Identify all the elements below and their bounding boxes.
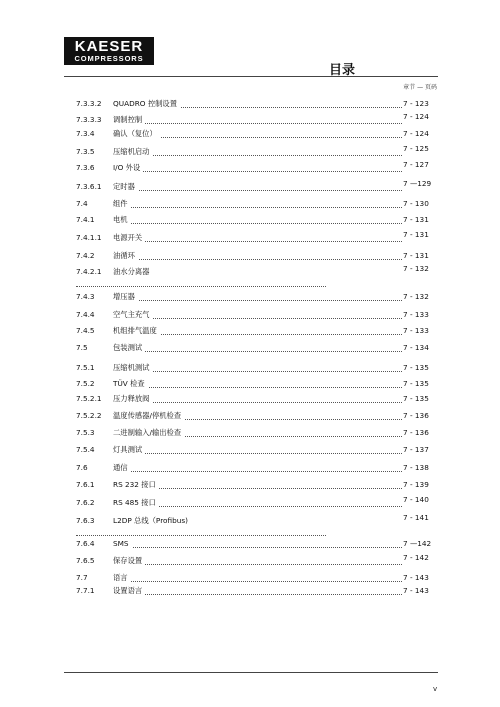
toc-entry-label: RS 485 接口 bbox=[113, 498, 159, 507]
toc-entry-label: 机组排气温度 bbox=[113, 326, 160, 335]
toc-entry-label: SMS bbox=[113, 539, 132, 548]
toc-row[interactable] bbox=[0, 214, 500, 226]
toc-entry bbox=[113, 250, 402, 262]
toc-entry bbox=[113, 146, 402, 158]
toc-entry bbox=[113, 128, 402, 140]
toc-row[interactable] bbox=[0, 393, 500, 405]
toc-section-number: 7.7 bbox=[76, 573, 88, 582]
toc-page-number: 7 - 135 bbox=[403, 394, 429, 403]
dot-leader bbox=[113, 300, 402, 301]
toc-row[interactable] bbox=[0, 362, 500, 374]
toc-page-number: 7 - 131 bbox=[403, 215, 429, 224]
toc-section-number: 7.4 bbox=[76, 199, 88, 208]
toc-section-number: 7.5.3 bbox=[76, 428, 95, 437]
toc-page-number: 7 - 135 bbox=[403, 379, 429, 388]
dot-leader bbox=[113, 171, 402, 172]
toc-entry-label: 增压器 bbox=[113, 292, 138, 301]
logo-wordmark: KAESER bbox=[74, 38, 144, 55]
toc-entry bbox=[113, 462, 402, 474]
toc-entry bbox=[113, 325, 402, 337]
toc-page-number: 7 - 125 bbox=[403, 144, 429, 153]
toc-section-number: 7.3.6 bbox=[76, 163, 95, 172]
toc-entry-label: 二进制输入/输出检查 bbox=[113, 428, 184, 437]
toc-entry-label: RS 232 接口 bbox=[113, 480, 159, 489]
toc-entry-label: 压力释放阀 bbox=[113, 394, 152, 403]
toc-entry-label: 定时器 bbox=[113, 182, 138, 191]
toc-entry-label: 组件 bbox=[113, 199, 131, 208]
toc-row[interactable] bbox=[0, 479, 500, 491]
toc-row[interactable] bbox=[0, 410, 500, 422]
toc-section-number: 7.6.5 bbox=[76, 556, 95, 565]
toc-row[interactable] bbox=[0, 181, 500, 193]
toc-entry-label: 电源开关 bbox=[113, 233, 145, 242]
toc-row[interactable] bbox=[0, 250, 500, 262]
toc-entry bbox=[113, 479, 402, 491]
toc-row[interactable] bbox=[0, 146, 500, 158]
footer-rule bbox=[64, 672, 438, 673]
toc-row[interactable] bbox=[0, 585, 500, 597]
toc-section-number: 7.4.1.1 bbox=[76, 233, 102, 242]
toc-page-number: 7 - 142 bbox=[403, 553, 429, 562]
toc-page-number: 7 - 133 bbox=[403, 326, 429, 335]
toc-section-number: 7.4.5 bbox=[76, 326, 95, 335]
toc-row[interactable] bbox=[0, 309, 500, 321]
toc-page-number: 7 - 124 bbox=[403, 112, 429, 121]
toc-row[interactable] bbox=[0, 538, 500, 550]
toc-page-number: 7 —129 bbox=[403, 179, 432, 188]
toc-entry bbox=[113, 198, 402, 210]
toc-row[interactable] bbox=[0, 291, 500, 303]
dot-leader bbox=[113, 259, 402, 260]
dot-leader bbox=[113, 402, 402, 403]
toc-page-number: 7 - 138 bbox=[403, 463, 429, 472]
toc-section-number: 7.5.1 bbox=[76, 363, 95, 372]
toc-page-number: 7 - 143 bbox=[403, 573, 429, 582]
toc-entry-label: 包装测试 bbox=[113, 343, 145, 352]
toc-page-number: 7 - 140 bbox=[403, 495, 429, 504]
toc-section-number: 7.6.3 bbox=[76, 516, 95, 525]
toc-page-number: 7 - 143 bbox=[403, 586, 429, 595]
toc-row[interactable] bbox=[0, 342, 500, 354]
toc-page-number: 7 - 132 bbox=[403, 292, 429, 301]
toc-section-number: 7.6 bbox=[76, 463, 88, 472]
toc-entry bbox=[113, 393, 402, 405]
toc-entry-label: 灯具测试 bbox=[113, 445, 145, 454]
toc-section-number: 7.3.6.1 bbox=[76, 182, 102, 191]
toc-entry-label: 设置语言 bbox=[113, 586, 145, 595]
toc-entry-label: 压缩机启动 bbox=[113, 147, 152, 156]
toc-entry-label: 保存设置 bbox=[113, 556, 145, 565]
toc-entry-label: 语言 bbox=[113, 573, 131, 582]
column-label: 章节 — 页码 bbox=[403, 84, 437, 91]
toc-entry-label: 确认（复位） bbox=[113, 129, 160, 138]
toc-entry-label: 空气主充气 bbox=[113, 310, 152, 319]
toc-page-number: 7 - 123 bbox=[403, 99, 429, 108]
toc-page-number: 7 - 136 bbox=[403, 411, 429, 420]
dot-leader bbox=[113, 371, 402, 372]
toc-entry-label: 调制控制 bbox=[113, 115, 145, 124]
dot-leader bbox=[113, 318, 402, 319]
dot-leader bbox=[113, 581, 402, 582]
toc-section-number: 7.3.4 bbox=[76, 129, 95, 138]
toc-entry bbox=[113, 309, 402, 321]
toc-page-number: 7 - 139 bbox=[403, 480, 429, 489]
logo-subline: COMPRESSORS bbox=[74, 54, 144, 63]
toc-section-number: 7.5.2 bbox=[76, 379, 95, 388]
dot-leader bbox=[113, 241, 402, 242]
toc-entry bbox=[113, 266, 402, 278]
toc-entry bbox=[113, 378, 402, 390]
dot-leader bbox=[113, 207, 402, 208]
toc-row[interactable] bbox=[0, 128, 500, 140]
toc-entry bbox=[113, 410, 402, 422]
dot-leader bbox=[113, 564, 402, 565]
toc-entry-label: I/O 外设 bbox=[113, 163, 143, 172]
dot-leader bbox=[113, 351, 402, 352]
toc-section-number: 7.6.4 bbox=[76, 539, 95, 548]
toc-row[interactable] bbox=[0, 462, 500, 474]
toc-entry-label: L2DP 总线（Profibus) bbox=[113, 516, 191, 525]
toc-entry-label: 温度传感器/停机检查 bbox=[113, 411, 184, 420]
toc-entry bbox=[113, 555, 402, 567]
toc-section-number: 7.4.1 bbox=[76, 215, 95, 224]
dot-leader bbox=[113, 123, 402, 124]
toc-row[interactable] bbox=[0, 325, 500, 337]
dot-leader bbox=[113, 453, 402, 454]
toc-entry-label: 通信 bbox=[113, 463, 131, 472]
dot-leader bbox=[113, 471, 402, 472]
toc-section-number: 7.5.2.2 bbox=[76, 411, 102, 420]
toc-row[interactable] bbox=[0, 497, 500, 509]
toc-entry-label: TÜV 检查 bbox=[113, 379, 148, 388]
toc-entry bbox=[113, 291, 402, 303]
toc-section-number: 7.4.2 bbox=[76, 251, 95, 260]
toc-row[interactable] bbox=[0, 378, 500, 390]
toc-entry-label: 油水分离器 bbox=[113, 267, 152, 276]
toc-entry bbox=[113, 585, 402, 597]
page-title: 目录 bbox=[329, 63, 356, 78]
toc-row[interactable] bbox=[0, 572, 500, 584]
toc-section-number: 7.3.3.3 bbox=[76, 115, 102, 124]
dot-leader bbox=[113, 387, 402, 388]
dot-leader bbox=[113, 594, 402, 595]
dot-leader bbox=[113, 547, 402, 548]
toc-page-number: 7 - 137 bbox=[403, 445, 429, 454]
toc-row[interactable] bbox=[0, 232, 500, 244]
toc-section-number: 7.4.2.1 bbox=[76, 267, 102, 276]
toc-entry bbox=[113, 232, 402, 244]
toc-section-number: 7.5.2.1 bbox=[76, 394, 102, 403]
toc-row[interactable] bbox=[0, 162, 500, 174]
toc-entry-label: 电机 bbox=[113, 215, 131, 224]
toc-page-number: 7 - 136 bbox=[403, 428, 429, 437]
dot-leader-continuation bbox=[76, 535, 326, 536]
toc-row[interactable] bbox=[0, 427, 500, 439]
toc-entry bbox=[113, 114, 402, 126]
dot-leader bbox=[113, 190, 402, 191]
toc-entry bbox=[113, 342, 402, 354]
toc-entry bbox=[113, 181, 402, 193]
toc-row[interactable] bbox=[0, 98, 500, 110]
toc-section-number: 7.4.4 bbox=[76, 310, 95, 319]
toc-page-number: 7 - 141 bbox=[403, 513, 429, 522]
toc-entry-label: 油循环 bbox=[113, 251, 138, 260]
toc-section-number: 7.3.5 bbox=[76, 147, 95, 156]
toc-row[interactable] bbox=[0, 515, 500, 527]
toc-row[interactable] bbox=[0, 114, 500, 126]
toc-section-number: 7.4.3 bbox=[76, 292, 95, 301]
toc-page-number: 7 - 124 bbox=[403, 129, 429, 138]
toc-section-number: 7.6.2 bbox=[76, 498, 95, 507]
dot-leader-continuation bbox=[76, 286, 326, 287]
toc-section-number: 7.3.3.2 bbox=[76, 99, 102, 108]
toc-page-number: 7 - 127 bbox=[403, 160, 429, 169]
toc-entry-label: 压缩机测试 bbox=[113, 363, 152, 372]
toc-section-number: 7.5.4 bbox=[76, 445, 95, 454]
toc-row[interactable] bbox=[0, 444, 500, 456]
toc-page-number: 7 —142 bbox=[403, 539, 432, 548]
toc-entry bbox=[113, 427, 402, 439]
toc-entry bbox=[113, 362, 402, 374]
toc-page-number: 7 - 131 bbox=[403, 251, 429, 260]
toc-entry bbox=[113, 98, 402, 110]
toc-page-number: 7 - 133 bbox=[403, 310, 429, 319]
toc-row[interactable] bbox=[0, 198, 500, 210]
toc-entry bbox=[113, 444, 402, 456]
dot-leader bbox=[113, 155, 402, 156]
toc-entry bbox=[113, 497, 402, 509]
toc-row[interactable] bbox=[0, 555, 500, 567]
toc-entry bbox=[113, 515, 402, 527]
toc-section-number: 7.6.1 bbox=[76, 480, 95, 489]
toc-entry bbox=[113, 162, 402, 174]
toc-entry-label: QUADRO 控制设置 bbox=[113, 99, 180, 108]
dot-leader bbox=[113, 223, 402, 224]
toc-entry bbox=[113, 214, 402, 226]
page-number: v bbox=[433, 685, 438, 693]
toc-entry bbox=[113, 572, 402, 584]
toc-page-number: 7 - 135 bbox=[403, 363, 429, 372]
toc-page-number: 7 - 131 bbox=[403, 230, 429, 239]
toc-row[interactable] bbox=[0, 266, 500, 278]
toc-page-number: 7 - 134 bbox=[403, 343, 429, 352]
toc-page-number: 7 - 130 bbox=[403, 199, 429, 208]
toc-entry bbox=[113, 538, 402, 550]
toc-section-number: 7.5 bbox=[76, 343, 88, 352]
toc-section-number: 7.7.1 bbox=[76, 586, 95, 595]
toc-page-number: 7 - 132 bbox=[403, 264, 429, 273]
